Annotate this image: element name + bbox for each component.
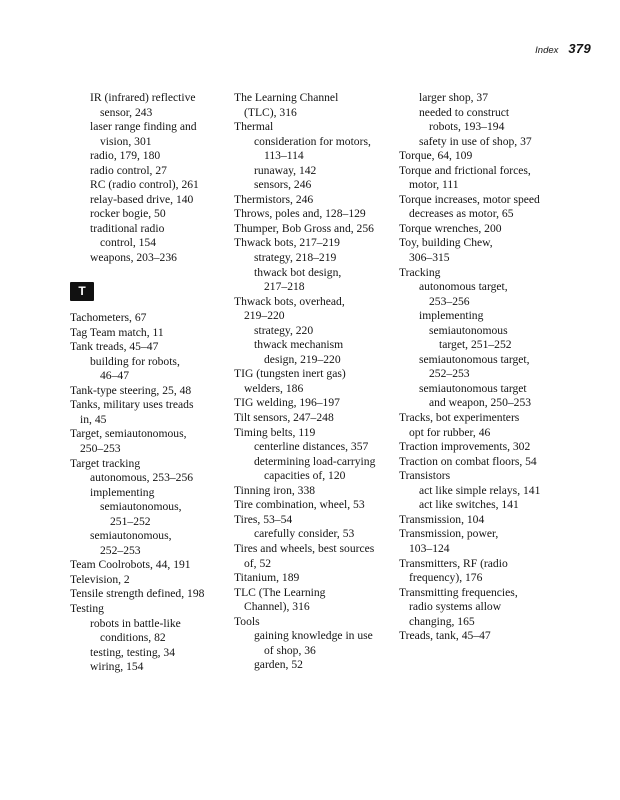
- entry-line: runaway, 142: [254, 163, 317, 177]
- index-subentry: [70, 149, 230, 164]
- entry-line: Tinning iron, 338: [234, 483, 316, 497]
- section-gap: [70, 266, 230, 282]
- entry-line: Titanium, 189: [234, 571, 300, 585]
- index-subentry: [70, 646, 230, 661]
- index-entry: [234, 484, 394, 499]
- index-subentry: [234, 629, 394, 658]
- entry-line: Transmitters, RF (radio: [399, 556, 508, 570]
- entry-line: 219–220: [244, 309, 285, 323]
- index-column-1: [70, 91, 230, 675]
- section-letter-row: [70, 281, 230, 311]
- index-entry: [234, 571, 394, 586]
- index-subentry: [70, 178, 230, 193]
- entry-line: conditions, 82: [100, 631, 166, 645]
- index-entry: [399, 193, 559, 222]
- index-entry: [399, 411, 559, 440]
- index-subentry: [399, 484, 559, 499]
- index-entry: [399, 527, 559, 556]
- index-subentry: [399, 91, 559, 106]
- index-subentry: [70, 164, 230, 179]
- entry-line: Thermal: [234, 120, 274, 134]
- entry-line: Timing belts, 119: [234, 425, 316, 439]
- entry-line: 253–256: [429, 294, 470, 308]
- index-entry: [234, 120, 394, 135]
- entry-line: robots, 193–194: [429, 120, 505, 134]
- entry-line: 113–114: [264, 149, 304, 163]
- entry-line: Transmission, 104: [399, 512, 485, 526]
- entry-line: Target, semiautonomous,: [70, 427, 187, 441]
- entry-line: Team Coolrobots, 44, 191: [70, 558, 191, 572]
- entry-line: decreases as motor, 65: [409, 207, 514, 221]
- entry-line: Thwack bots, overhead,: [234, 294, 345, 308]
- entry-line: Torque, 64, 109: [399, 149, 473, 163]
- entry-line: traditional radio: [90, 221, 165, 235]
- index-entry: [70, 340, 230, 355]
- entry-line: radio, 179, 180: [90, 149, 161, 163]
- index-subentry: [70, 486, 230, 501]
- index-entry: [399, 629, 559, 644]
- index-subentry: [234, 455, 394, 484]
- index-entry: [399, 266, 559, 281]
- entry-line: act like switches, 141: [419, 498, 519, 512]
- entry-line: TIG welding, 196–197: [234, 396, 340, 410]
- entry-line: act like simple relays, 141: [419, 483, 541, 497]
- index-subentry: [234, 338, 394, 367]
- entry-line: Throws, poles and, 128–129: [234, 207, 366, 221]
- index-subentry: [234, 324, 394, 339]
- entry-line: laser range finding and: [90, 120, 197, 134]
- entry-line: autonomous target,: [419, 280, 508, 294]
- entry-line: semiautonomous,: [100, 500, 182, 514]
- entry-line: 252–253: [100, 543, 141, 557]
- index-subentry: [70, 529, 230, 558]
- entry-line: The Learning Channel: [234, 91, 339, 104]
- index-entry: [70, 602, 230, 617]
- index-entry: [70, 384, 230, 399]
- entry-line: Tracks, bot experimenters: [399, 411, 520, 425]
- entry-line: 306–315: [409, 251, 450, 265]
- entry-line: TIG (tungsten inert gas): [234, 367, 346, 381]
- entry-line: of shop, 36: [264, 643, 316, 657]
- index-entry: [70, 457, 230, 472]
- header-label: Index: [535, 45, 559, 56]
- index-subentry: [234, 527, 394, 542]
- index-entry: [234, 367, 394, 396]
- index-subentry: [399, 353, 559, 382]
- entry-line: Tires, 53–54: [234, 512, 293, 526]
- index-entry: [234, 193, 394, 208]
- index-entry: [70, 398, 230, 427]
- entry-line: centerline distances, 357: [254, 440, 369, 454]
- index-entry: [234, 236, 394, 251]
- entry-line: Tanks, military uses treads: [70, 398, 194, 412]
- index-subentry: [70, 251, 230, 266]
- index-entry: [399, 557, 559, 586]
- index-entry: [399, 222, 559, 237]
- entry-line: thwack bot design,: [254, 265, 342, 279]
- entry-line: IR (infrared) reflective: [90, 91, 196, 104]
- entry-line: autonomous, 253–256: [90, 471, 194, 485]
- index-entry: [399, 440, 559, 455]
- entry-line: Tilt sensors, 247–248: [234, 411, 334, 425]
- entry-line: design, 219–220: [264, 352, 341, 366]
- entry-line: TLC (The Learning: [234, 585, 326, 599]
- entry-line: strategy, 218–219: [254, 251, 337, 265]
- index-subentry: [399, 382, 559, 411]
- entry-line: Torque wrenches, 200: [399, 221, 502, 235]
- index-entry: [399, 455, 559, 470]
- index-entry: [399, 149, 559, 164]
- entry-line: thwack mechanism: [254, 338, 344, 352]
- index-subentry: [70, 471, 230, 486]
- index-subentry: [234, 178, 394, 193]
- index-column-3: [399, 91, 559, 644]
- index-entry: [399, 469, 559, 484]
- index-subentry: [70, 120, 230, 149]
- entry-line: 217–218: [264, 280, 305, 294]
- index-subentry: [70, 355, 230, 384]
- index-entry: [234, 513, 394, 528]
- entry-line: gaining knowledge in use: [254, 629, 373, 643]
- entry-line: welders, 186: [244, 381, 304, 395]
- entry-line: implementing: [419, 309, 484, 323]
- entry-line: needed to construct: [419, 105, 510, 119]
- entry-line: Toy, building Chew,: [399, 236, 493, 250]
- entry-line: 46–47: [100, 369, 129, 383]
- entry-line: Thumper, Bob Gross and, 256: [234, 221, 374, 235]
- entry-line: Thermistors, 246: [234, 192, 314, 206]
- entry-line: and weapon, 250–253: [429, 396, 532, 410]
- index-entry: [70, 558, 230, 573]
- entry-line: robots in battle-like: [90, 616, 181, 630]
- running-header: [535, 41, 591, 57]
- entry-line: semiautonomous: [429, 323, 508, 337]
- entry-line: sensors, 246: [254, 178, 312, 192]
- entry-line: Tensile strength defined, 198: [70, 587, 205, 601]
- entry-line: semiautonomous target: [419, 381, 527, 395]
- entry-line: Tracking: [399, 265, 441, 279]
- index-subentry: [234, 251, 394, 266]
- entry-line: carefully consider, 53: [254, 527, 355, 541]
- index-entry: [234, 207, 394, 222]
- index-subentry: [70, 617, 230, 646]
- entry-line: Torque and frictional forces,: [399, 163, 531, 177]
- entry-line: 252–253: [429, 367, 470, 381]
- entry-line: control, 154: [100, 236, 157, 250]
- entry-line: Treads, tank, 45–47: [399, 629, 491, 643]
- entry-line: determining load-carrying: [254, 454, 376, 468]
- entry-line: target, 251–252: [439, 338, 512, 352]
- entry-line: Transmitting frequencies,: [399, 585, 518, 599]
- entry-line: testing, testing, 34: [90, 645, 176, 659]
- index-entry: [399, 513, 559, 528]
- entry-line: Tachometers, 67: [70, 311, 147, 325]
- index-subentry: [234, 658, 394, 673]
- index-entry: [70, 427, 230, 456]
- entry-line: vision, 301: [100, 134, 152, 148]
- index-subentry: [234, 266, 394, 295]
- entry-line: semiautonomous target,: [419, 352, 530, 366]
- index-entry: [234, 222, 394, 237]
- index-entry: [399, 164, 559, 193]
- index-entry: [399, 586, 559, 630]
- entry-line: weapons, 203–236: [90, 251, 177, 265]
- index-entry: [234, 295, 394, 324]
- entry-line: Tools: [234, 614, 260, 628]
- entry-line: rocker bogie, 50: [90, 207, 166, 221]
- index-subentry: [234, 440, 394, 455]
- entry-line: (TLC), 316: [244, 105, 297, 119]
- entry-line: relay-based drive, 140: [90, 192, 194, 206]
- entry-line: Tank treads, 45–47: [70, 340, 159, 354]
- index-subentry: [399, 135, 559, 150]
- entry-line: consideration for motors,: [254, 134, 371, 148]
- index-entry: [234, 91, 394, 120]
- entry-line: RC (radio control), 261: [90, 178, 199, 192]
- index-entry: [234, 542, 394, 571]
- entry-line: implementing: [90, 485, 155, 499]
- entry-line: in, 45: [80, 412, 107, 426]
- entry-line: radio control, 27: [90, 163, 167, 177]
- entry-line: Traction improvements, 302: [399, 440, 531, 454]
- entry-line: Thwack bots, 217–219: [234, 236, 340, 250]
- index-entry: [234, 586, 394, 615]
- index-entry: [234, 615, 394, 630]
- index-subentry: [399, 498, 559, 513]
- entry-line: frequency), 176: [409, 571, 483, 585]
- entry-line: motor, 111: [409, 178, 459, 192]
- entry-line: radio systems allow: [409, 600, 502, 614]
- entry-line: Target tracking: [70, 456, 141, 470]
- index-subentry: [234, 135, 394, 164]
- entry-line: Transmission, power,: [399, 527, 499, 541]
- entry-line: Tank-type steering, 25, 48: [70, 383, 192, 397]
- entry-line: Tire combination, wheel, 53: [234, 498, 365, 512]
- entry-line: Television, 2: [70, 572, 130, 586]
- index-entry: [234, 426, 394, 441]
- index-subentry: [70, 222, 230, 251]
- index-entry: [70, 311, 230, 326]
- entry-line: larger shop, 37: [419, 91, 489, 104]
- index-entry: [70, 326, 230, 341]
- index-subentry: [234, 164, 394, 179]
- entry-line: 250–253: [80, 441, 121, 455]
- index-subentry: [70, 193, 230, 208]
- entry-line: Traction on combat floors, 54: [399, 454, 537, 468]
- index-entry: [234, 411, 394, 426]
- index-subentry: [70, 91, 230, 120]
- index-entry: [234, 498, 394, 513]
- index-entry: [399, 236, 559, 265]
- entry-line: safety in use of shop, 37: [419, 134, 532, 148]
- page-number: 379: [568, 41, 591, 56]
- index-entry: [70, 587, 230, 602]
- entry-line: Torque increases, motor speed: [399, 192, 540, 206]
- entry-line: wiring, 154: [90, 660, 144, 674]
- entry-line: strategy, 220: [254, 323, 314, 337]
- index-subentry: [399, 324, 559, 353]
- index-subentry: [399, 280, 559, 309]
- entry-line: 251–252: [110, 514, 151, 528]
- entry-line: 103–124: [409, 541, 450, 555]
- entry-line: Tires and wheels, best sources: [234, 541, 375, 555]
- entry-line: sensor, 243: [100, 105, 153, 119]
- entry-line: semiautonomous,: [90, 529, 172, 543]
- index-entry: [70, 573, 230, 588]
- index-subentry: [70, 207, 230, 222]
- entry-line: building for robots,: [90, 354, 180, 368]
- entry-line: Channel), 316: [244, 600, 310, 614]
- entry-line: Transistors: [399, 469, 451, 483]
- entry-line: garden, 52: [254, 658, 303, 672]
- entry-line: opt for rubber, 46: [409, 425, 491, 439]
- entry-line: capacities of, 120: [264, 469, 346, 483]
- index-subentry: [399, 309, 559, 324]
- index-subentry: [399, 106, 559, 135]
- index-column-2: [234, 91, 394, 673]
- section-letter-heading: T: [70, 282, 94, 301]
- index-subentry: [70, 500, 230, 529]
- entry-line: Tag Team match, 11: [70, 325, 164, 339]
- entry-line: changing, 165: [409, 614, 475, 628]
- entry-line: of, 52: [244, 556, 272, 570]
- entry-line: Testing: [70, 602, 104, 615]
- index-subentry: [70, 660, 230, 675]
- index-entry: [234, 396, 394, 411]
